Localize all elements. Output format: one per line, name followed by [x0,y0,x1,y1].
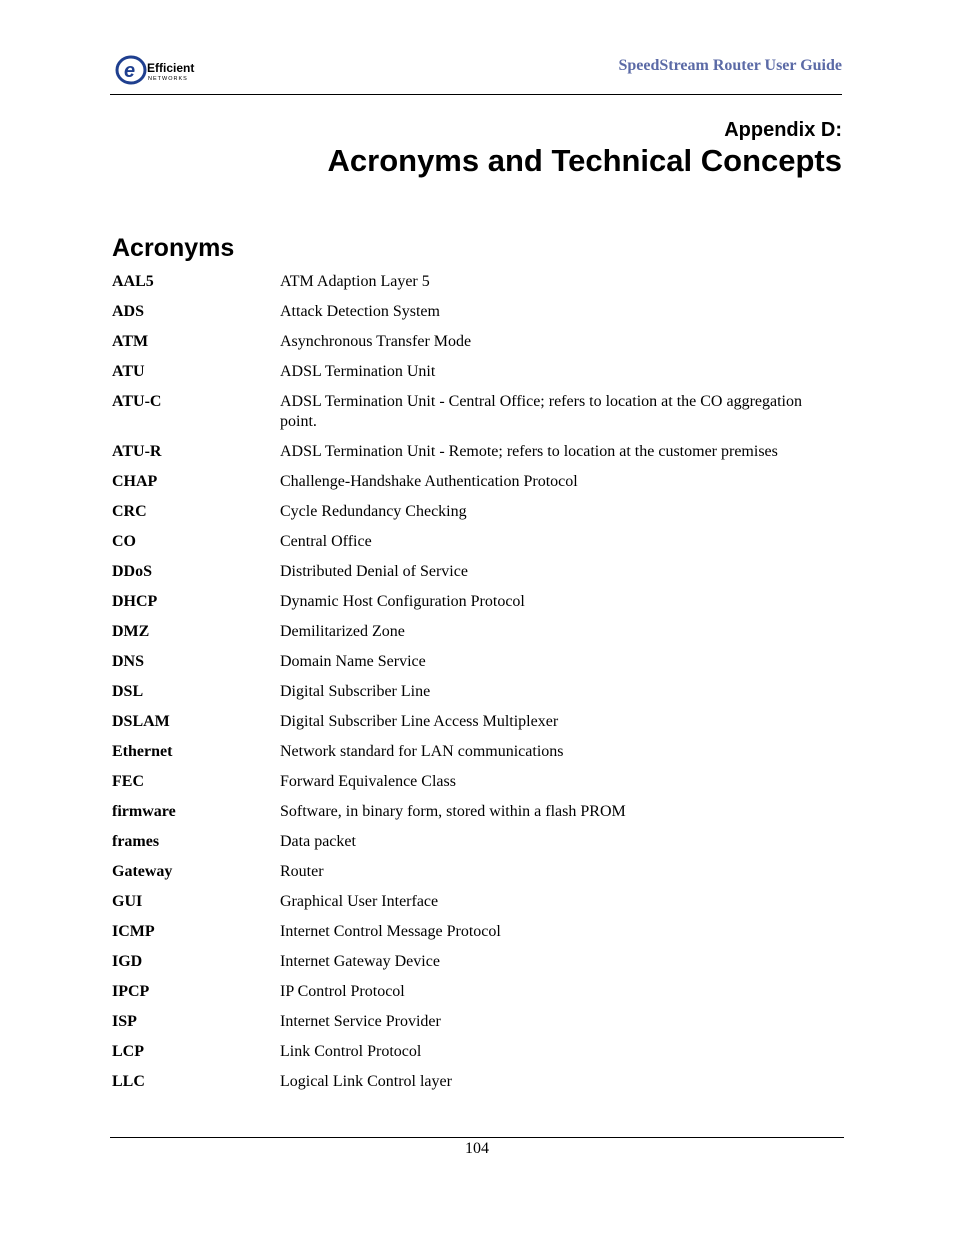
acronym-term: ATU [112,363,145,380]
acronym-definition: Asynchronous Transfer Mode [280,333,472,350]
acronym-row [112,742,832,772]
acronym-definition: ADSL Termination Unit - Central Office; refers to location at the CO aggregation point. [280,393,802,430]
acronym-definition: Digital Subscriber Line [280,683,431,700]
acronym-row [112,832,832,862]
acronym-definition: Software, in binary form, stored within a flash PROM [280,803,626,820]
acronym-row [112,682,832,712]
svg-text:NETWORKS: NETWORKS [148,76,188,82]
acronym-definition: Internet Service Provider [280,1013,441,1030]
acronym-list [112,272,832,1102]
acronym-row [112,392,832,442]
acronym-term: frames [112,833,160,850]
acronym-definition: Challenge-Handshake Authentication Protocol [280,473,578,490]
acronym-row [112,1042,832,1072]
acronym-definition: Demilitarized Zone [280,623,405,640]
acronym-term: AAL5 [112,273,154,290]
acronym-term: ATU-C [112,393,162,410]
acronym-definition: Distributed Denial of Service [280,563,468,580]
acronym-term: DMZ [112,623,150,640]
acronym-term: GUI [112,893,143,910]
acronym-definition: IP Control Protocol [280,983,405,1000]
acronym-row [112,772,832,802]
acronym-term: DDoS [112,563,153,580]
acronym-definition: Digital Subscriber Line Access Multiplexer [280,713,559,730]
acronym-term: ATU-R [112,443,162,460]
acronym-definition: Dynamic Host Configuration Protocol [280,593,525,610]
acronym-term: firmware [112,803,176,820]
guide-title: SpeedStream Router User Guide [618,57,842,74]
appendix-label: Appendix D: [724,119,842,141]
footer-divider [110,1137,844,1138]
acronym-term: ADS [112,303,145,320]
acronym-term: IGD [112,953,143,970]
acronym-term: DSL [112,683,144,700]
acronym-definition: Central Office [280,533,372,550]
acronym-term: CRC [112,503,147,520]
acronym-row [112,592,832,622]
svg-text:e: e [124,60,136,82]
acronym-row [112,272,832,302]
acronym-row [112,332,832,362]
acronym-definition: Logical Link Control layer [280,1073,452,1090]
acronym-term: DHCP [112,593,158,610]
acronym-definition: Forward Equivalence Class [280,773,456,790]
acronym-term: Ethernet [112,743,173,760]
acronym-row [112,712,832,742]
acronym-row [112,652,832,682]
acronym-term: ATM [112,333,149,350]
acronym-definition: Link Control Protocol [280,1043,422,1060]
acronym-definition: Attack Detection System [280,303,440,320]
acronym-definition: Graphical User Interface [280,893,439,910]
acronym-row [112,442,832,472]
efficient-networks-logo [115,52,215,86]
svg-text:Efficient: Efficient [147,61,195,75]
acronym-term: LCP [112,1043,144,1060]
acronym-term: ISP [112,1013,137,1030]
acronym-definition: Network standard for LAN communications [280,743,564,760]
acronym-row [112,532,832,562]
acronym-definition: Cycle Redundancy Checking [280,503,467,520]
acronym-row [112,862,832,892]
acronym-definition: ATM Adaption Layer 5 [280,273,430,290]
acronym-term: CHAP [112,473,158,490]
acronym-definition: Router [280,863,324,880]
acronym-definition: ADSL Termination Unit - Remote; refers to location at the customer premises [280,443,778,460]
acronym-row [112,622,832,652]
acronym-term: LLC [112,1073,145,1090]
acronym-row [112,502,832,532]
acronym-term: FEC [112,773,144,790]
acronym-row [112,1012,832,1042]
acronym-definition: Domain Name Service [280,653,426,670]
acronym-term: CO [112,533,136,550]
acronym-row [112,802,832,832]
section-title: Acronyms [112,234,235,262]
page-number: 104 [465,1140,489,1157]
acronym-definition: Internet Control Message Protocol [280,923,501,940]
acronym-term: Gateway [112,863,173,880]
acronym-term: ICMP [112,923,155,940]
acronym-definition: Internet Gateway Device [280,953,440,970]
acronym-term: DNS [112,653,145,670]
acronym-definition: ADSL Termination Unit [280,363,436,380]
acronym-row [112,472,832,502]
acronym-row [112,562,832,592]
acronym-row [112,302,832,332]
header-divider [110,94,842,95]
acronym-term: IPCP [112,983,150,1000]
acronym-row [112,892,832,922]
acronym-row [112,1072,832,1102]
acronym-term: DSLAM [112,713,170,730]
acronym-row [112,922,832,952]
chapter-title: Acronyms and Technical Concepts [327,143,842,178]
page-header [110,50,842,95]
acronym-definition: Data packet [280,833,356,850]
acronym-row [112,362,832,392]
acronym-row [112,982,832,1012]
acronym-row [112,952,832,982]
